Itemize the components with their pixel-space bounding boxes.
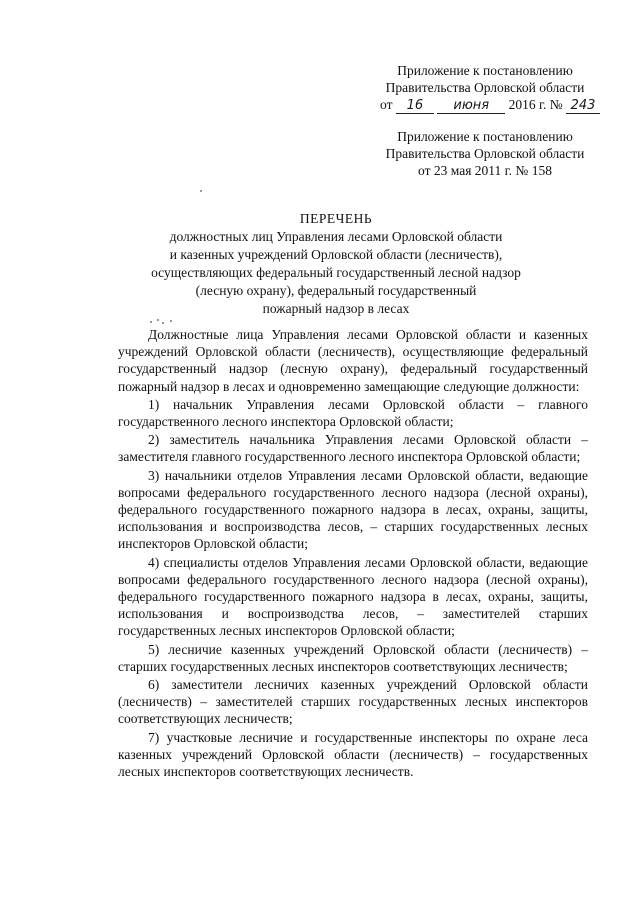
list-item: 7) участковые лесничие и государственные инспекторы по охране леса казенных учреждений Орловской области (лесничеств) – государственных лесных инспекторов соответствующих лесничеств.	[118, 729, 588, 780]
title-line-3: осуществляющих федеральный государственный лесной надзор	[151, 265, 521, 280]
document-body	[118, 326, 588, 780]
title-line-4: (лесную охрану), федеральный государственный	[195, 283, 477, 298]
list-item: 6) заместители лесничих казенных учреждений Орловской области (лесничеств) – заместителей старших государственных лесных инспекторов соответствующих лесничеств;	[118, 677, 588, 727]
list-item: 3) начальники отделов Управления лесами Орловской области, ведающие вопросами федерального государственного лесного надзора (лесной охраны), федерального государственного пожарного надзора в лесах, охраны, защиты, использования и воспроизводства лесов, – старших государственных лесных инспекторов Орловской области;	[118, 467, 588, 552]
scan-dot	[200, 190, 202, 192]
scan-speckles	[150, 318, 176, 324]
appendix-old-line-1: Приложение к постановлению	[397, 129, 573, 144]
appendix-old-line-2: Правительства Орловской области	[385, 146, 585, 161]
appendix-header-old	[380, 128, 590, 179]
document-title	[96, 210, 576, 318]
list-item: 4) специалисты отделов Управления лесами Орловской области, ведающие вопросами федерального государственного лесного надзора (лесной охраны), федерального государственного пожарного надзора в лесах, охраны, защиты, использования и воспроизводства лесов, – заместителей старших государственных лесных инспекторов Орловской области;	[118, 554, 588, 639]
intro-paragraph: Должностные лица Управления лесами Орловской области и казенных учреждений Орловской области (лесничеств), осуществляющие федеральный государственный надзор (лесную охрану), федеральный государственный пожарный надзор в лесах и одновременно замещающие следующие должности:	[118, 327, 588, 394]
date-prefix: от	[380, 97, 393, 112]
title-line-5: пожарный надзор в лесах	[262, 301, 410, 316]
handwritten-doc-number: 243	[566, 98, 600, 114]
appendix-line-1: Приложение к постановлению	[397, 63, 573, 78]
title-line-1: должностных лиц Управления лесами Орловской области	[169, 229, 503, 244]
handwritten-month: июня	[437, 98, 505, 114]
appendix-line-2: Правительства Орловской области	[385, 80, 585, 95]
list-item: 2) заместитель начальника Управления лесами Орловской области – заместителя главного государственного лесного инспектора Орловской области;	[118, 432, 588, 465]
appendix-header-new	[380, 62, 596, 114]
title-heading: ПЕРЕЧЕНЬ	[299, 211, 373, 226]
handwritten-day: 16	[396, 98, 434, 114]
date-year: 2016 г. №	[508, 97, 563, 112]
list-item: 5) лесничие казенных учреждений Орловской области (лесничеств) – старших государственных лесных инспекторов соответствующих лесничеств;	[118, 641, 588, 674]
title-line-2: и казенных учреждений Орловской области (лесничеств),	[169, 247, 503, 262]
appendix-date-line	[380, 96, 596, 114]
list-item: 1) начальник Управления лесами Орловской области – главного государственного лесного инспектора Орловской области;	[118, 396, 588, 430]
appendix-old-line-3: от 23 мая 2011 г. № 158	[418, 163, 552, 178]
